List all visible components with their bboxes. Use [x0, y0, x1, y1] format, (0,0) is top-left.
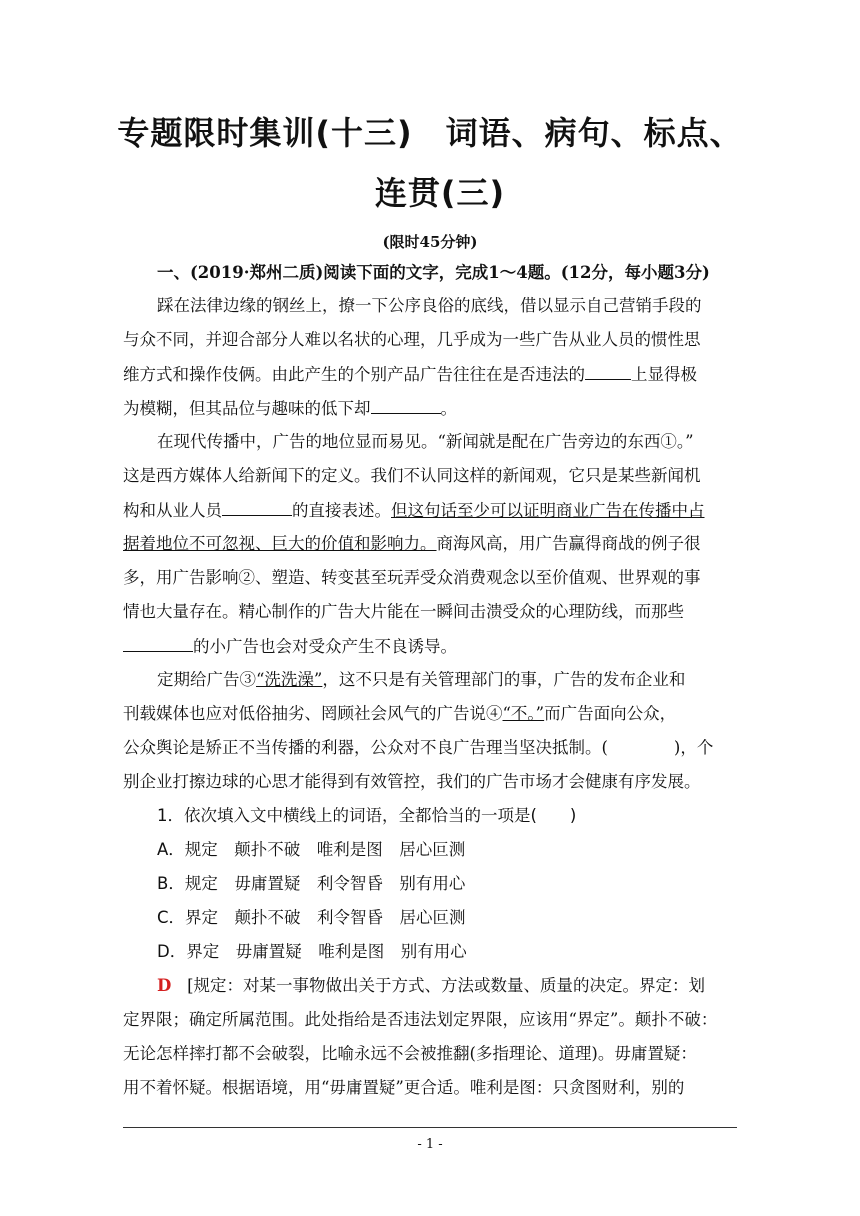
answer-letter: D — [157, 976, 172, 995]
page-number: - 1 - — [417, 1137, 443, 1152]
explanation-line3: 无论怎样摔打都不会破裂，比喻永远不会被推翻(多指理论、道理)。毋庸置疑： — [123, 1044, 697, 1063]
p2-line3-text-mid: 的直接表述。 — [292, 501, 391, 520]
underlined-sentence-start: 但这句话至少可以证明商业广告在传播中占 — [391, 501, 705, 520]
p3-line1-text-end: ，这不只是有关管理部门的事，广告的发布企业和 — [322, 670, 686, 689]
fill-blank-2 — [371, 397, 441, 414]
p2-line2: 这是西方媒体人给新闻下的定义。我们不认同这样的新闻观，它只是某些新闻机 — [123, 466, 701, 485]
underlined-sentence-end: 据着地位不可忽视、巨大的价值和影响力。 — [123, 534, 437, 553]
p3-line4: 别企业打擦边球的心思才能得到有效管控，我们的广告市场才会健康有序发展。 — [123, 772, 701, 791]
p3-line1-text: 定期给广告③ — [157, 670, 256, 689]
fill-blank-4 — [123, 635, 193, 652]
explanation-line1: [规定：对某一事物做出关于方式、方法或数量、质量的决定。界定：划 — [187, 976, 705, 995]
p3-line2 — [123, 703, 743, 725]
explanation-line4: 用不着怀疑。根据语境，用“毋庸置疑”更合适。唯利是图：只贪图财利，别的 — [123, 1078, 685, 1097]
option-d: D．界定 毋庸置疑 唯利是图 别有用心 — [157, 942, 467, 961]
p1-line3-text-end: 上显得极 — [631, 365, 697, 384]
question-header: 一、(2019·郑州二质)阅读下面的文字，完成1～4题。(12分，每小题3分) — [157, 263, 710, 282]
answer-line — [157, 975, 743, 997]
p1-line2: 与众不同，并迎合部分人难以名状的心理，几乎成为一些广告从业人员的惯性思 — [123, 330, 701, 349]
p2-line5: 多，用广告影响②、塑造、转变甚至玩弄受众消费观念以至价值观、世界观的事 — [123, 568, 701, 587]
p3-line2-text-end: 而广告面向公众， — [544, 704, 677, 723]
p2-line7-text: 的小广告也会对受众产生不良诱导。 — [193, 637, 457, 656]
time-limit-subtitle: (限时45分钟) — [382, 233, 478, 251]
p2-line4 — [123, 533, 743, 555]
p1-line3 — [123, 363, 743, 386]
p3-line3: 公众舆论是矫正不当传播的利器，公众对不良广告理当坚决抵制。( )，个 — [123, 738, 714, 757]
fill-blank-3 — [222, 499, 292, 516]
p1-line3-text: 维方式和操作伎俩。由此产生的个别产品广告往往在是否违法的 — [123, 365, 585, 384]
p3-line1 — [157, 669, 743, 691]
p1-line4 — [123, 397, 743, 420]
footer-divider — [123, 1127, 737, 1128]
p2-line3 — [123, 499, 743, 522]
p2-line3-text: 构和从业人员 — [123, 501, 222, 520]
explanation-line2: 定界限；确定所属范围。此处指给是否违法划定界限，应该用“界定”。颠扑不破： — [123, 1010, 718, 1029]
question-1-stem: 1．依次填入文中横线上的词语，全都恰当的一项是( ) — [157, 806, 577, 825]
p3-line2-text: 刊载媒体也应对低俗抽劣、罔顾社会风气的广告说④ — [123, 704, 503, 723]
option-c: C．界定 颠扑不破 利令智昏 居心叵测 — [157, 908, 466, 927]
p2-line7 — [123, 635, 743, 658]
p1-line4-text: 为模糊，但其品位与趣味的低下却 — [123, 399, 371, 418]
p1-line1: 踩在法律边缘的钢丝上，撩一下公序良俗的底线，借以显示自己营销手段的 — [157, 296, 702, 315]
p2-line4-text: 商海风高，用广告赢得商战的例子很 — [436, 534, 701, 553]
underlined-quote-no: “不。” — [502, 704, 545, 723]
option-b: B．规定 毋庸置疑 利令智昏 别有用心 — [157, 874, 466, 893]
p2-line1: 在现代传播中，广告的地位显而易见。“新闻就是配在广告旁边的东西①。” — [157, 432, 694, 451]
option-a: A．规定 颠扑不破 唯利是图 居心叵测 — [157, 840, 466, 859]
p2-line6: 情也大量存在。精心制作的广告大片能在一瞬间击溃受众的心理防线，而那些 — [123, 602, 684, 621]
p1-line4-text-end: 。 — [440, 399, 457, 418]
page-title-line2: 连贯(三) — [374, 174, 506, 212]
page-title-line1: 专题限时集训(十三) 词语、病句、标点、 — [117, 114, 743, 152]
underlined-quote-bath: “洗洗澡” — [256, 670, 323, 689]
fill-blank-1 — [585, 363, 631, 380]
